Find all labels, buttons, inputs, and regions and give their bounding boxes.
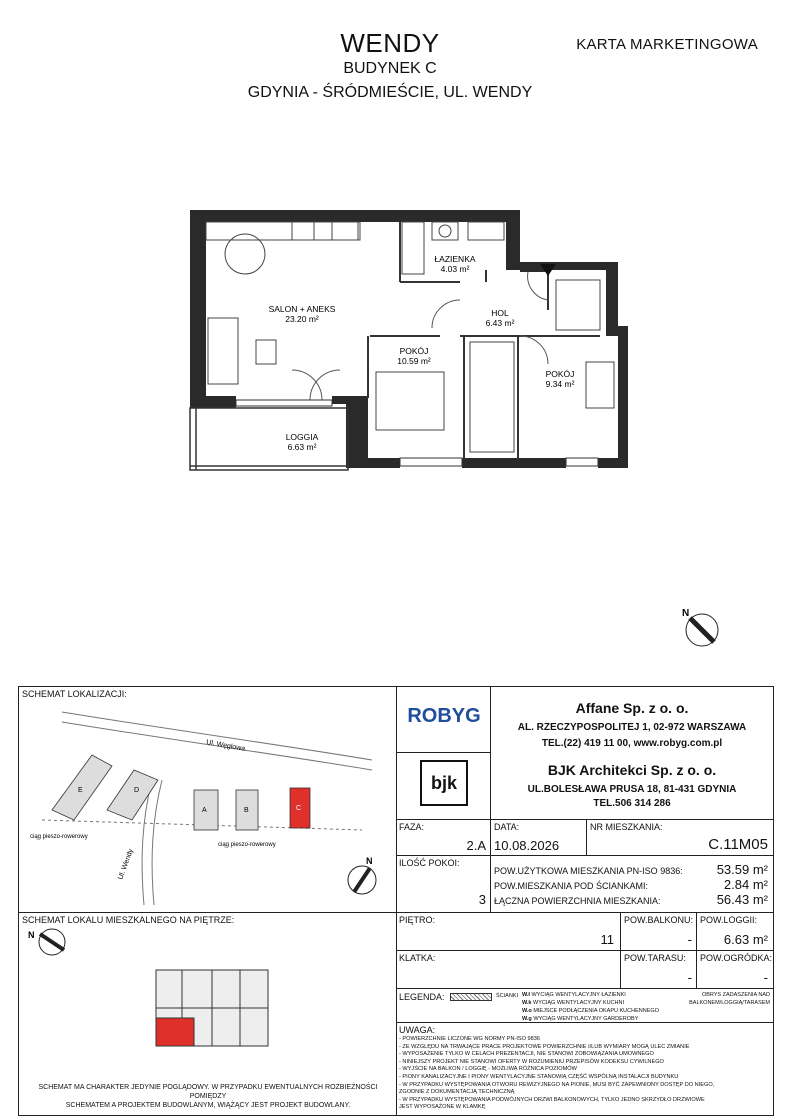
taras-value: - [687,970,692,985]
location-compass-icon [348,856,376,894]
floor-schema-heading: SCHEMAT LOKALU MIESZKALNEGO NA PIĘTRZE: [22,915,235,925]
floor-schema [22,926,394,1086]
ogrodek-value: - [763,970,768,985]
developer-name: Affane Sp. z o. o. [575,700,689,716]
schema-compass-icon [28,929,65,955]
card-type: KARTA MARKETINGOWA [576,36,758,53]
svg-text:E: E [78,787,83,794]
balkon-value: - [687,932,692,947]
svg-text:D: D [134,787,140,794]
svg-text:N: N [28,930,35,940]
bjk-logo: bjk [420,760,468,806]
north-compass-icon [682,608,718,646]
disclaimer: SCHEMAT MA CHARAKTER JEDYNIE POGLĄDOWY. W PRZYPADKU EWENTUALNYCH ROZBIEŻNOŚCI POMIĘDZY SCHEMATEM A PROJEKTEM BUDOWLANYM, WIĄŻĄCY JEST PROJEKT BUDOWLANY. [38,1084,378,1109]
data-value: 10.08.2026 [494,838,560,853]
svg-text:Ul. Węglowa: Ul. Węglowa [205,739,246,753]
svg-text:N: N [366,856,373,866]
location-map [22,700,394,910]
nr-label: NR MIESZKANIA: [590,822,663,832]
svg-text:A: A [202,807,207,814]
svg-text:C: C [296,805,302,812]
svg-text:B: B [244,807,249,814]
obrys-legend: OBRYS ZADASZENIA NAD BALKONEM/LOGGIĄ/TARASEM [689,992,770,1006]
robyg-logo: ROBYG [407,705,481,727]
room-area-pokoj1: 10.59 m² [397,356,431,366]
room-area-salon: 23.20 m² [285,314,319,324]
pod-label: POW.MIESZKANIA POD ŚCIANKAMI: [494,881,649,891]
room-area-hol: 6.43 m² [485,318,515,328]
location-map-heading: SCHEMAT LOKALIZACJI: [22,689,127,699]
room-name-pokoj1: POKÓJ [399,346,429,356]
laczna-value: 56.43 m² [716,892,768,907]
legend-items: W.ł WYCIĄG WENTYLACYJNY ŁAZIENKI W.k WYCIĄG WENTYLACYJNY KUCHNI W.o MIEJSCE PODŁĄCZENIA OKAPU KUCHENNEGO W.g WYCIĄG WENTYLACYJNY GARDEROBY [522,992,659,1022]
notes-heading: UWAGA: [399,1025,436,1035]
data-label: DATA: [494,822,520,832]
taras-label: POW.TARASU: [624,953,686,963]
room-area-pokoj2: 9.34 m² [545,379,575,389]
room-name-hol: HOL [491,308,509,318]
pu-label: POW.UŻYTKOWA MIESZKANIA PN-ISO 9836: [494,866,683,876]
architect-address: UL.BOLESŁAWA PRUSA 18, 81-431 GDYNIA [527,784,737,795]
klatka-label: KLATKA: [399,953,436,963]
svg-text:N: N [682,608,690,619]
ogrodek-label: POW.OGRÓDKA: [700,953,773,963]
loggia-label: POW.LOGGII: [700,915,758,925]
architect-name: BJK Architekci Sp. z o. o. [547,762,717,778]
room-name-salon: SALON + ANEKS [268,304,336,314]
pokoje-label: ILOŚĆ POKOI: [399,858,460,868]
loggia-value: 6.63 m² [723,932,768,947]
room-name-loggia: LOGGIA [285,432,319,442]
pod-value: 2.84 m² [723,877,768,892]
svg-text:Ul. Wendy: Ul. Wendy [117,848,135,881]
svg-text:ciąg pieszo-rowerowy: ciąg pieszo-rowerowy [30,834,88,840]
apartment-highlight [156,1018,194,1046]
legend-heading: LEGENDA: [399,992,445,1002]
faza-label: FAZA: [399,822,425,832]
architect-contact: TEL.506 314 286 [593,798,671,809]
developer-address: AL. RZECZYPOSPOLITEJ 1, 02-972 WARSZAWA [517,722,747,733]
pokoje-value: 3 [478,892,486,907]
location: GDYNIA - ŚRÓDMIEŚCIE, UL. WENDY [247,84,533,101]
project-title: WENDY [340,28,440,58]
scianki-hatch-icon [450,993,492,1001]
notes-list: - POWIERZCHNIE LICZONE WG NORMY PN-ISO 9836 - ZE WZGLĘDU NA TRWAJĄCE PRACE PROJEKTOWE POWIERZCHNIE I/LUB WYMIARY MOGĄ ULEC ZMIANIE - WYPOSAŻENIE TYLKO W CELACH PREZENTACJI, NIE STANOWI ZOBOWIĄZANIA UMOWNEGO - NINIEJSZY PROJEKT NIE STANOWI OFERTY W ROZUMIENIU PRZEPISÓW KODEKSU CYWILNEGO - WYJŚCIE NA BALKON / LOGGIĘ - MOŻLIWA RÓŻNICA POZIOMÓW - PIONY KANALIZACYJNE I PIONY WENTYLACYJNE STANOWIĄ CZĘŚĆ WSPÓLNĄ INSTALACJI BUDYNKU - W PRZYPADKU WYSTĘPOWANIA OTWORU REWIZYJNEGO NA PIONIE, MUSI BYĆ ZAPEWNIONY DOSTĘP DO NIEGO, ZGODNIE Z DOKUMENTACJĄ TECHNICZNĄ - W PRZYPADKU WYSTĘPOWANIA PODWÓJNYCH DRZWI BALKONOWYCH, TYLKO JEDNO SKRZYDŁO DRZWIOWE JEST WYPOSAŻONE W KLAMKĘ [399,1036,715,1111]
faza-value: 2.A [466,838,486,853]
room-area-loggia: 6.63 m² [287,442,317,452]
laczna-label: ŁĄCZNA POWIERZCHNIA MIESZKANIA: [494,896,661,906]
developer-contact: TEL.(22) 419 11 00, www.robyg.com.pl [541,738,723,749]
building-name: BUDYNEK C [343,60,437,77]
room-name-lazienka: ŁAZIENKA [434,254,476,264]
room-area-lazienka: 4.03 m² [440,264,470,274]
nr-value: C.11M05 [708,836,768,853]
room-name-pokoj2: POKÓJ [545,369,575,379]
svg-text:ciąg pieszo-rowerowy: ciąg pieszo-rowerowy [218,842,276,848]
pietro-label: PIĘTRO: [399,915,436,925]
balkon-label: POW.BALKONU: [624,915,694,925]
scianki-label: ŚCIANKI [496,993,519,999]
pu-value: 53.59 m² [716,862,768,877]
pietro-value: 11 [600,932,614,947]
